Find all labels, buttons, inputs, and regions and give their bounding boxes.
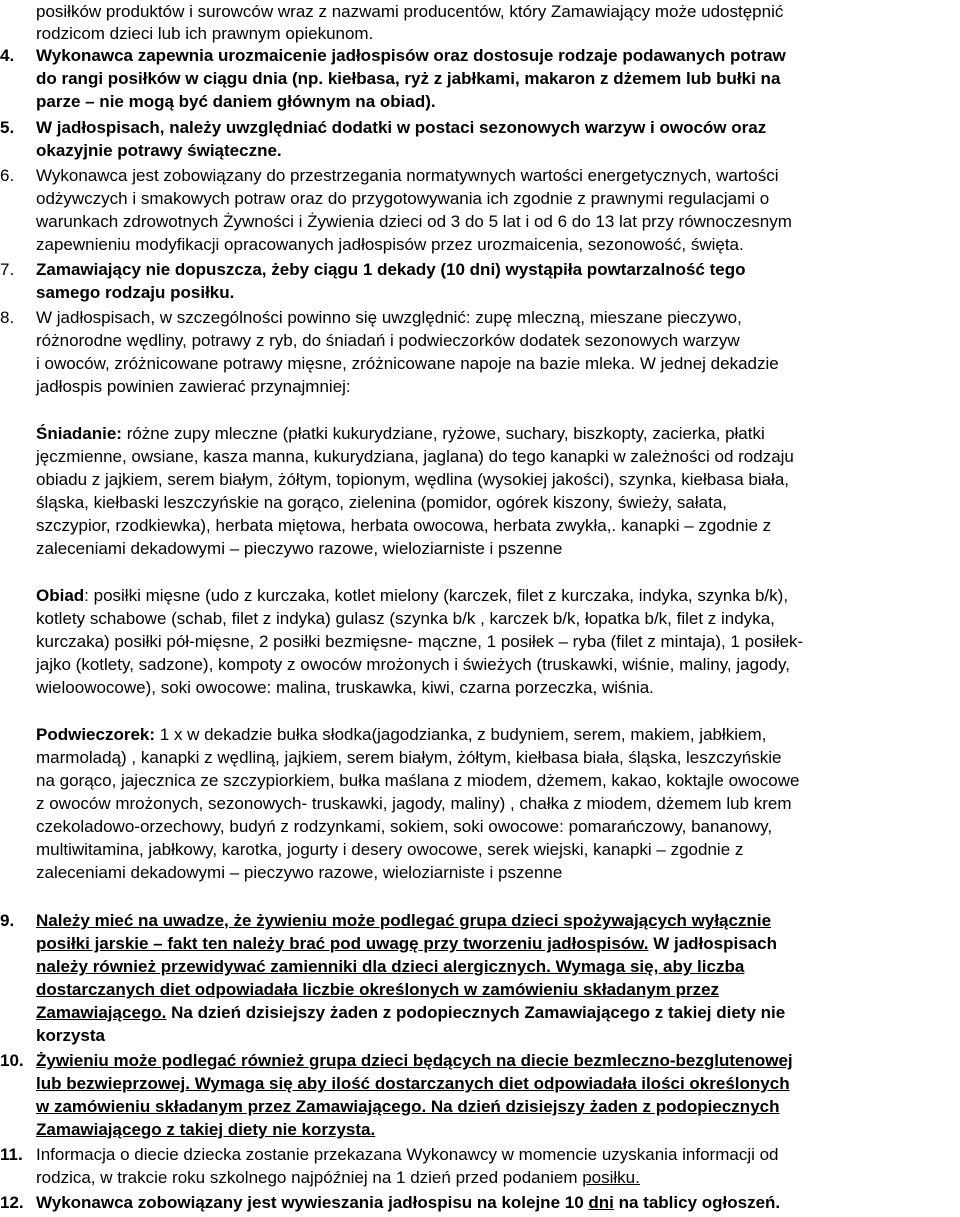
item-number: 8.: [0, 308, 15, 327]
snack-label: Podwieczorek:: [36, 725, 156, 744]
item-number: 9.: [0, 911, 15, 930]
document-page: posiłków produktów i surowców wraz z nazwami producentów, który Zamawiający może udostępnić rodzicom dzieci lub ich prawnym opiekunom. 4. Wykonawca zapewnia urozmaicenie jadłospisów oraz dostosuje rodzaje podawanych potraw do rangi posiłków w ciągu dnia (np. kiełbasa, ryż z jabłkami, makaron z dżemem lub bułki na parze – nie mogą być daniem głównym na obiad). 5. W jadłospisach, należy uwzględniać dodatki w postaci sezonowych warzyw i owoców oraz okazyjnie potrawy świąteczne. 6. Wykonawca jest zobowiązany do przestrzegania normatywnych wartości energetycznych, wartości odżywczych i smakowych potraw oraz do przygotowywania ich zgodnie z prawnymi regulacjami o warunkach zdrowotnych Żywności i Żywienia dzieci od 3 do 5 lat i od 6 do 13 lat przy równoczesnym zapewnieniu modyfikacji opracowanych jadłospisów przez urozmaicenia, sezonowość, święta. 7. Zamawiający nie dopuszcza, żeby ciągu 1 dekady (10 dni) wystąpiła powtarzalność tego samego rodzaju posiłku. 8. W jadłospisach, w szczególności powinno się uwzględnić: zupę mleczną, mieszane pieczywo, różnorodne wędliny, potrawy z ryb, do śniadań i podwieczorków dodatek sezonowych warzyw i owoców, zróżnicowane potrawy mięsne, zróżnicowane napoje na bazie mleka. W jednej dekadzie jadłospis powinien zawierać przynajmniej: Śniadanie: różne zupy mleczne (płatki kukurydziane, ryżowe, suchary, biszkopty, zacierka, płatki jęczmienne, owsiane, kasza manna, kukurydziana, jaglana) do tego kanapki w zależności od rodzaju obiadu z jajkiem, serem białym, żółtym, topionym, wędlina (wysokiej jakości), szynka, kiełbasa biała, śląska, kiełbaski leszczyńskie na gorąco, zielenina (pomidor, ogórek kiszony, świeży, sałata, szczypior, rzodkiewka), herbata miętowa, herbata owocowa, herbata zwykła,. kanapki – zgodnie z zaleceniami dekadowymi – pieczywo razowe, wieloziarniste i pszenne Obiad: posiłki mięsne (udo z kurczaka, kotlet mielony (karczek, filet z kurczaka, indyka, szynka b/k), kotlety schabowe (schab, filet z indyka) gulasz (szynka b/k , karczek b/k, łopatka b/k, filet z indyka, kurczaka) posiłki pół-mięsne, 2 posiłki bezmięsne- mączne, 1 posiłek – ryba (filet z mintaja), 1 posiłek- jajko (kotlety, sadzone), kompoty z owoców mrożonych i świeżych (truskawki, wiśnie, maliny, jagody, wieloowocowe), soki owocowe: malina, truskawka, kiwi, czarna porzeczka, wiśnia. Podwieczorek: 1 x w dekadzie bułka słodka(jagodzianka, z budyniem, serem, makiem, jabłkiem, marmoladą) , kanapki z wędliną, jajkiem, serem białym, żółtym, kiełbasa biała, śląska, leszczyńskie na gorąco, jajecznica ze szczypiorkiem, bułka maślana z miodem, dżemem, kakao, koktajle owocowe z owoców mrożonych, sezonowych- truskawki, jagody, maliny) , chałka z miodem, dżemem lub krem czekoladowo-orzechowy, budyń z rodzynkami, sokiem, soki owocowe: pomarańczowy, bananowy, multiwitamina, jabłkowy, karotka, jogurty i desery owocowe, serek wiejski, kanapki – zgodnie z zaleceniami dekadowymi – pieczywo razowe, wieloziarniste i pszenne 9. Należy mieć na uwadze, że żywieniu może podlegać grupa dzieci spożywających wyłącznie posiłki jarskie – fakt ten należy brać pod uwagę przy tworzeniu jadłospisów. W jadłospisach należy również przewidywać zamienniki dla dzieci alergicznych. Wymaga się, aby liczba dostarczanych diet odpowiadała liczbie określonych w zamówieniu składanym przez Zamawiającego. Na dzień dzisiejszy żaden z podopiecznych Zamawiającego z takiej diety nie korzysta 10. Żywieniu może podlegać również grupa dzieci będących na diecie bezmleczno-bezglutenowej lub bezwieprzowej. Wymaga się aby ilość dostarczanych diet odpowiadała ilości określonych w zamówieniu składanym przez Zamawiającego. Na dzień dzisiejszy żaden z podopiecznych Zamawiającego z takiej diety nie korzysta. 11. Informacja o diecie dziecka zostanie przekazana Wykonawcy w momencie uzyskania informacji od rodzica, w trakcie roku szkolnego najpóźniej na 1 dzień przed podaniem posiłku. 12. Wykonawca zobowiązany jest wywieszania jadłospisu na kolejne 10 dni na tablicy ogłoszeń.: [0, 0, 960, 1217]
item-number: 12.: [0, 1193, 24, 1212]
item-number: 6.: [0, 166, 15, 185]
item-number: 10.: [0, 1051, 24, 1070]
item-number: 7.: [0, 260, 15, 279]
breakfast-label: Śniadanie:: [36, 424, 122, 443]
item-number: 11.: [0, 1145, 23, 1164]
item-number: 5.: [0, 118, 15, 137]
item-number: 4.: [0, 46, 15, 65]
lunch-label: Obiad: [36, 586, 85, 605]
